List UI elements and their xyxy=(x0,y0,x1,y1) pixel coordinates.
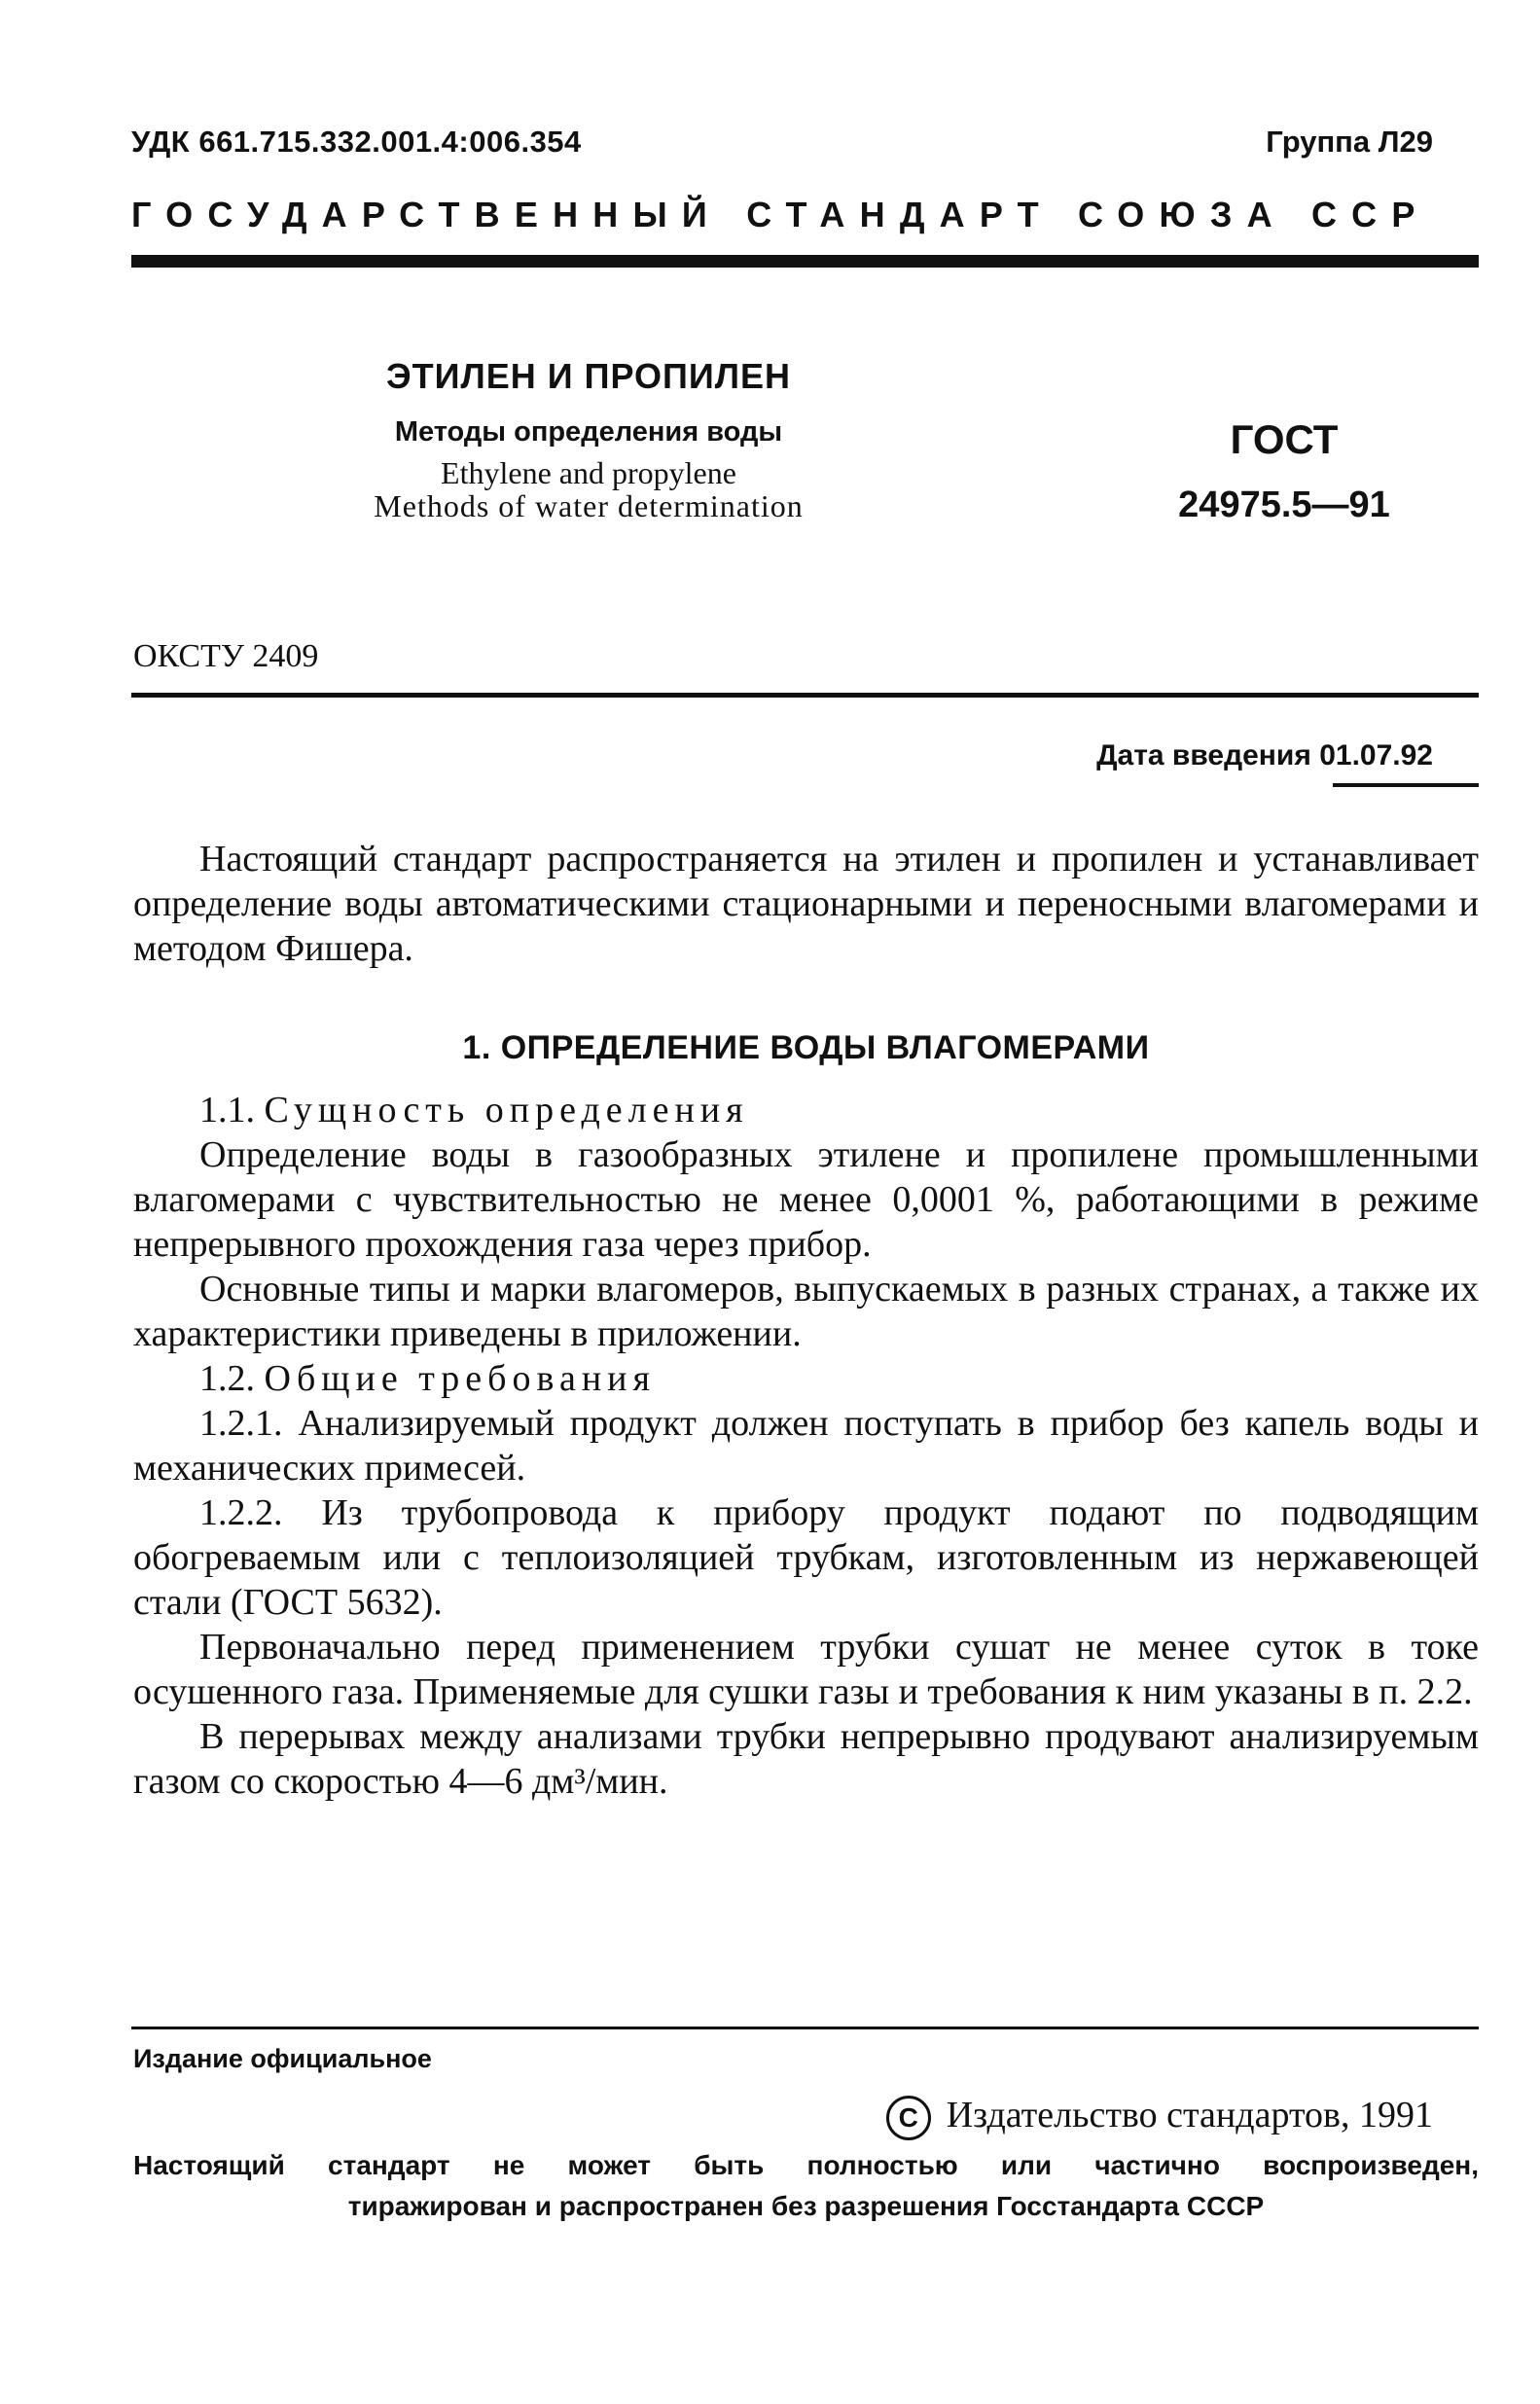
okstu-divider xyxy=(131,693,1479,698)
clause-1-2-1: 1.2.1. Анализируемый продукт должен поступать в прибор без капель воды и механических примесей. xyxy=(133,1403,1479,1489)
copyright-text: Издательство стандартов, 1991 xyxy=(946,2095,1433,2135)
clause-number: 1.2. xyxy=(199,1358,255,1399)
footer-divider xyxy=(131,2027,1479,2029)
section-1-content xyxy=(133,1088,1479,1804)
clause-1-2-2: 1.2.2. Из трубопровода к прибору продукт подают по подводящим обогреваемым или с теплоизоляцией трубкам, изготовленным из нержавеющей стали (ГОСТ 5632). xyxy=(133,1492,1479,1623)
document-subtitle-ru: Методы определения воды xyxy=(394,416,783,448)
date-underline xyxy=(1333,783,1479,787)
document-title-en: Ethylene and propylene xyxy=(441,455,736,490)
group-code: Группа Л29 xyxy=(1266,125,1433,159)
notice-line-2: тиражирован и распространен без разрешения Госстандарта СССР xyxy=(347,2191,1265,2221)
gost-label: ГОСТ xyxy=(1230,416,1339,462)
title-block xyxy=(306,356,871,522)
clause-1-2-2-b: Первоначально перед применением трубки сушат не менее суток в токе осушенного газа. Применяемые для сушки газы и требования к ним указаны в п. 2.2. xyxy=(133,1627,1479,1712)
copyright-line xyxy=(886,2094,1433,2140)
document-subtitle-en: Methods of water determination xyxy=(374,488,804,523)
copyright-icon: C xyxy=(886,2096,931,2140)
okstu-code: ОКСТУ 2409 xyxy=(133,638,319,674)
clause-1-1-text-2: Основные типы и марки влагомеров, выпускаемых в разных странах, а также их характеристики приведены в приложении. xyxy=(133,1269,1479,1354)
clause-number: 1.1. xyxy=(199,1090,255,1130)
clause-title: Общие требования xyxy=(264,1358,656,1399)
clause-1-1-text: Определение воды в газообразных этилене и пропилене промышленными влагомерами с чувствительностью не менее 0,0001 %, работающими в режиме непрерывного прохождения газа через прибор. xyxy=(133,1134,1479,1265)
gost-number: 24975.5—91 xyxy=(1178,484,1390,525)
standard-title: ГОСУДАРСТВЕННЫЙ СТАНДАРТ СОЮЗА ССР xyxy=(131,195,1430,234)
document-title-ru: ЭТИЛЕН И ПРОПИЛЕН xyxy=(385,356,792,396)
header-divider xyxy=(131,255,1479,268)
intro-paragraph: Настоящий стандарт распространяется на этилен и пропилен и устанавливает определение воды автоматическими стационарными и переносными влагомерами и методом Фишера. xyxy=(133,839,1479,969)
official-edition: Издание официальное xyxy=(133,2044,432,2073)
notice-line-1: Настоящий стандарт не может быть полностью или частично воспроизведен, xyxy=(133,2150,1479,2180)
introduction-date: Дата введения 01.07.92 xyxy=(1096,739,1433,771)
udk-code: УДК 661.715.332.001.4:006.354 xyxy=(131,125,582,159)
section-heading: 1. ОПРЕДЕЛЕНИЕ ВОДЫ ВЛАГОМЕРАМИ xyxy=(462,1029,1150,1066)
clause-1-1-heading xyxy=(133,1088,1479,1132)
clause-1-2-heading xyxy=(133,1356,1479,1401)
clause-1-2-2-c: В перерывах между анализами трубки непрерывно продувают анализируемым газом со скоростью 4—6 дм³/мин. xyxy=(133,1716,1479,1802)
reproduction-notice xyxy=(133,2145,1479,2227)
clause-title: Сущность определения xyxy=(264,1090,749,1130)
